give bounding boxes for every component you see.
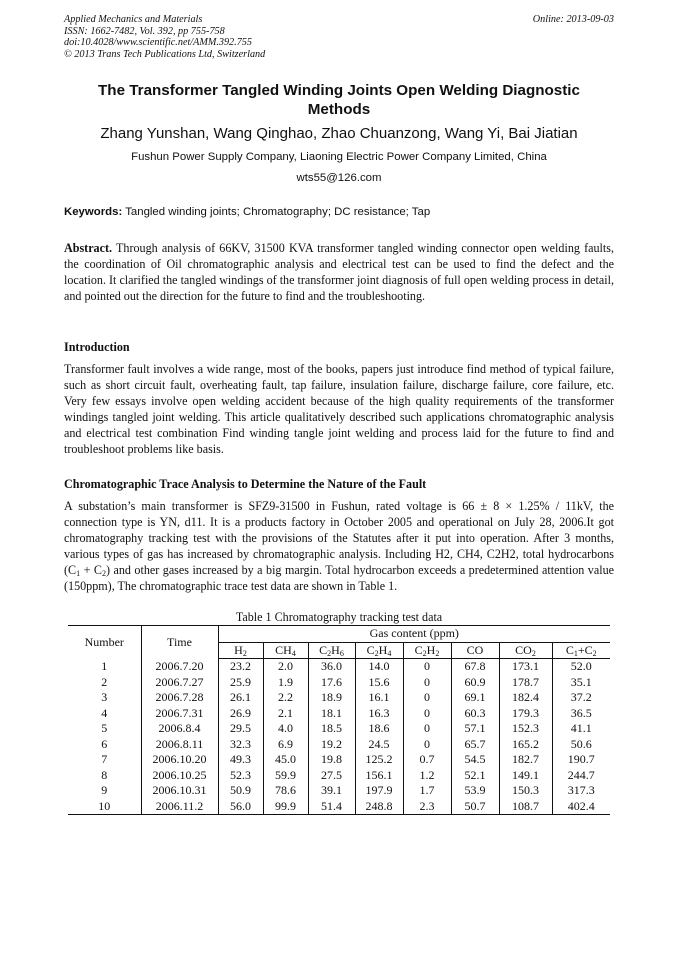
header-gas-2 (263, 642, 308, 659)
table-cell: 182.7 (499, 752, 552, 768)
section2-plus: + C (80, 563, 102, 578)
table-cell: 7 (68, 752, 141, 768)
table-row (68, 706, 610, 722)
gas-header-base: C (565, 642, 574, 657)
table-cell: 37.2 (570, 690, 592, 705)
gas-header-sub: 2 (531, 648, 536, 658)
table-cell: 51.4 (308, 799, 355, 815)
table-cell: 6 (68, 737, 141, 753)
section2-text-b: ) and other gases increased by a big margin. Total hydrocarbon exceeds a predetermined attention value (150ppm), The chromatographic trace test data are shown in Table 1. (64, 563, 614, 594)
table-cell: 1 (68, 659, 141, 675)
gas-header-base: C (319, 642, 328, 657)
keywords (64, 206, 430, 218)
table-cell: 2006.10.25 (141, 768, 218, 784)
table-row (68, 799, 610, 815)
table-cell: 54.5 (451, 752, 499, 768)
table-cell: 50.7 (451, 799, 499, 815)
table-cell: 29.5 (218, 721, 263, 737)
table-cell: 16.3 (355, 706, 403, 722)
table-cell: 53.9 (451, 783, 499, 799)
table-cell: 60.9 (451, 675, 499, 691)
table-cell: 18.9 (308, 690, 355, 706)
gas-header-base: CO (466, 642, 484, 657)
table-cell: 0.7 (403, 752, 451, 768)
table-cell: 49.3 (218, 752, 263, 768)
table-cell: 45.0 (263, 752, 308, 768)
journal-name: Applied Mechanics and Materials (64, 14, 203, 25)
keywords-label: Keywords: (64, 206, 123, 218)
table-cell: 125.2 (355, 752, 403, 768)
table-row (68, 752, 610, 768)
table-cell: 1.2 (403, 768, 451, 784)
table-cell: 27.5 (308, 768, 355, 784)
paper-title (64, 81, 614, 119)
gas-header-sub: 2 (374, 648, 379, 658)
chromatography-table (68, 625, 610, 815)
abstract-label: Abstract. (64, 241, 113, 255)
table-cell: 19.2 (308, 737, 355, 753)
table-cell: 36.0 (308, 659, 355, 675)
table-row (68, 659, 610, 675)
table-cell: 15.6 (355, 675, 403, 691)
table-cell: 108.7 (499, 799, 552, 815)
table-cell: 10 (68, 799, 141, 815)
gas-header-sub2: 6 (339, 648, 344, 658)
table-cell: 173.1 (499, 659, 552, 675)
abstract-text: Through analysis of 66KV, 31500 KVA transformer tangled winding connector open welding faults, the coordination of Oil chromatographic analysis and electrical test can be used to find the defect and the location. It clarified the tangled windings of the transformer joint diagnosis of full open welding process in detail, and pointed out the direction for the future to find and the troubleshooting. (64, 241, 614, 304)
table-cell: 2.3 (403, 799, 451, 815)
section2-sub-2: 2 (101, 569, 106, 579)
table-cell: 165.2 (499, 737, 552, 753)
table-cell: 14.0 (355, 659, 403, 675)
title-line-1: The Transformer Tangled Winding Joints Open Welding Diagnostic (98, 82, 580, 99)
table-cell: 156.1 (355, 768, 403, 784)
table-cell: 0 (403, 659, 451, 675)
table-cell: 32.3 (218, 737, 263, 753)
keywords-text: Tangled winding joints; Chromatography; DC resistance; Tap (125, 206, 431, 218)
table-cell: 16.1 (355, 690, 403, 706)
table-cell: 2006.8.4 (141, 721, 218, 737)
gas-header-sub2: 4 (387, 648, 392, 658)
header-gas-7 (499, 642, 552, 659)
gas-header-rest: H (426, 642, 436, 657)
gas-header-sub: 2 (242, 648, 247, 658)
gas-header-base: C (414, 642, 423, 657)
table-cell: 2006.7.28 (141, 690, 218, 706)
table-cell: 41.1 (570, 721, 592, 736)
table-row (68, 783, 610, 799)
table-cell: 2006.7.31 (141, 706, 218, 722)
table-cell: 99.9 (263, 799, 308, 815)
section2-text (64, 498, 614, 595)
gas-header-rest: +C (577, 642, 593, 657)
journal-header (64, 14, 265, 60)
table-cell: 0 (403, 737, 451, 753)
table-cell: 0 (403, 721, 451, 737)
table-cell: 26.9 (218, 706, 263, 722)
table-cell: 39.1 (308, 783, 355, 799)
gas-header-sub: 2 (327, 648, 332, 658)
table-cell: 4.0 (263, 721, 308, 737)
table-cell: 35.1 (570, 674, 592, 689)
table-cell: 52.0 (570, 659, 592, 674)
table-cell: 152.3 (499, 721, 552, 737)
affiliation: Fushun Power Supply Company, Liaoning Electric Power Company Limited, China (131, 151, 547, 163)
table-cell: 5 (68, 721, 141, 737)
table-cell: 0 (403, 706, 451, 722)
section2-heading: Chromatographic Trace Analysis to Determine the Nature of the Fault (64, 477, 427, 491)
table-row (68, 768, 610, 784)
table-cell: 248.8 (355, 799, 403, 815)
table-cell: 2006.7.20 (141, 659, 218, 675)
table-cell: 2 (68, 675, 141, 691)
table-cell: 52.1 (451, 768, 499, 784)
table-cell: 4 (68, 706, 141, 722)
email: wts55@126.com (296, 172, 382, 184)
table-cell: 2006.8.11 (141, 737, 218, 753)
table-cell: 36.5 (570, 705, 592, 720)
header-gas-4 (355, 642, 403, 659)
section2-sub-1: 1 (76, 569, 81, 579)
table-cell: 150.3 (499, 783, 552, 799)
table-cell: 18.1 (308, 706, 355, 722)
table-cell: 2006.7.27 (141, 675, 218, 691)
header-number: Number (68, 626, 141, 659)
gas-header-rest: H (331, 642, 340, 657)
section2-text-a: A substation’s main transformer is SFZ9-31500 in Fushun, rated voltage is 66 ± 8 × 1.25% / 11kV, the connection type is YN, d11. It is a products factory in October 2005 and operational on July 28, 2006.It got chromatography tracking test with the provisions of the Statutes after it put into operation. After 3 months, various types of gas has increased by chromatographic analysis. Including H2, CH4, C2H2, total hydrocarbons (C (64, 499, 614, 578)
table-cell: 402.4 (552, 799, 610, 815)
table-cell: 179.3 (499, 706, 552, 722)
table-cell: 67.8 (451, 659, 499, 675)
header-time: Time (141, 626, 218, 659)
gas-header-base: H (234, 642, 243, 657)
header-gas-5 (403, 642, 451, 659)
table-cell: 50.6 (570, 736, 592, 751)
table-cell: 26.1 (218, 690, 263, 706)
table-cell: 6.9 (263, 737, 308, 753)
table-cell: 2006.10.31 (141, 783, 218, 799)
table-row (68, 690, 610, 706)
copyright-line: © 2013 Trans Tech Publications Ltd, Switzerland (64, 48, 266, 60)
table-cell: 60.3 (451, 706, 499, 722)
abstract (64, 240, 614, 304)
table-row (68, 675, 610, 691)
table-cell: 0 (403, 675, 451, 691)
issn-line: ISSN: 1662-7482, Vol. 392, pp 755-758 (64, 25, 225, 37)
table-cell: 190.7 (567, 752, 595, 767)
table-cell: 149.1 (499, 768, 552, 784)
table-cell: 24.5 (355, 737, 403, 753)
online-date: Online: 2013-09-03 (532, 14, 614, 25)
introduction-heading: Introduction (64, 340, 130, 354)
table-cell: 56.0 (218, 799, 263, 815)
gas-header-rest: H (378, 642, 388, 657)
table-cell: 178.7 (499, 675, 552, 691)
header-gas-8 (552, 642, 610, 659)
table-cell: 8 (68, 768, 141, 784)
table-cell: 9 (68, 783, 141, 799)
table-cell: 19.8 (308, 752, 355, 768)
gas-header-sub: 2 (422, 648, 427, 658)
header-gas-6 (451, 642, 499, 659)
authors: Zhang Yunshan, Wang Qinghao, Zhao Chuanzong, Wang Yi, Bai Jiatian (100, 125, 578, 142)
table-cell: 23.2 (218, 659, 263, 675)
table-cell: 17.6 (308, 675, 355, 691)
table-cell: 65.7 (451, 737, 499, 753)
table-cell: 59.9 (263, 768, 308, 784)
gas-header-sub2: 2 (435, 648, 440, 658)
gas-header-base: CO (515, 642, 532, 657)
table-row (68, 721, 610, 737)
header-gas-content: Gas content (ppm) (218, 626, 610, 643)
table-cell: 244.7 (567, 767, 595, 782)
table-cell: 1.9 (263, 675, 308, 691)
table-cell: 50.9 (218, 783, 263, 799)
table-cell: 18.5 (308, 721, 355, 737)
table-cell: 197.9 (355, 783, 403, 799)
header-gas-3 (308, 642, 355, 659)
table-cell: 57.1 (451, 721, 499, 737)
header-gas-1 (218, 642, 263, 659)
gas-header-base: CH (275, 642, 292, 657)
introduction-text: Transformer fault involves a wide range, most of the books, papers just introduce find method of typical failure, such as short circuit fault, overheating fault, tap failure, insulation failure, discharge failure, core failure, etc. Very few essays involve open welding accident because of the high quality requirements of the transformer windings tangled joint welding. This article qualitatively described such applications chromatographic analysis and electrical test combination Find winding tangle joint welding and process laid for the future to find and troubleshoot problems like basis. (64, 362, 614, 457)
table-cell: 25.9 (218, 675, 263, 691)
gas-header-base: C (366, 642, 375, 657)
gas-header-sub: 1 (573, 648, 578, 658)
table-cell: 2.0 (263, 659, 308, 675)
table-cell: 69.1 (451, 690, 499, 706)
table-cell: 3 (68, 690, 141, 706)
table-cell: 2.1 (263, 706, 308, 722)
table-row (68, 737, 610, 753)
table-cell: 2006.11.2 (141, 799, 218, 815)
title-line-2: Methods (307, 101, 371, 118)
table-cell: 52.3 (218, 768, 263, 784)
table-cell: 2.2 (263, 690, 308, 706)
gas-header-sub: 4 (291, 648, 296, 658)
table-cell: 1.7 (403, 783, 451, 799)
table-cell: 78.6 (263, 783, 308, 799)
doi-line: doi:10.4028/www.scientific.net/AMM.392.755 (64, 37, 252, 49)
table-cell: 0 (403, 690, 451, 706)
table-cell: 317.3 (567, 783, 595, 798)
table-cell: 2006.10.20 (141, 752, 218, 768)
table-caption: Table 1 Chromatography tracking test data (235, 610, 443, 624)
table-cell: 182.4 (499, 690, 552, 706)
table-cell: 18.6 (355, 721, 403, 737)
gas-header-sub2: 2 (592, 648, 597, 658)
